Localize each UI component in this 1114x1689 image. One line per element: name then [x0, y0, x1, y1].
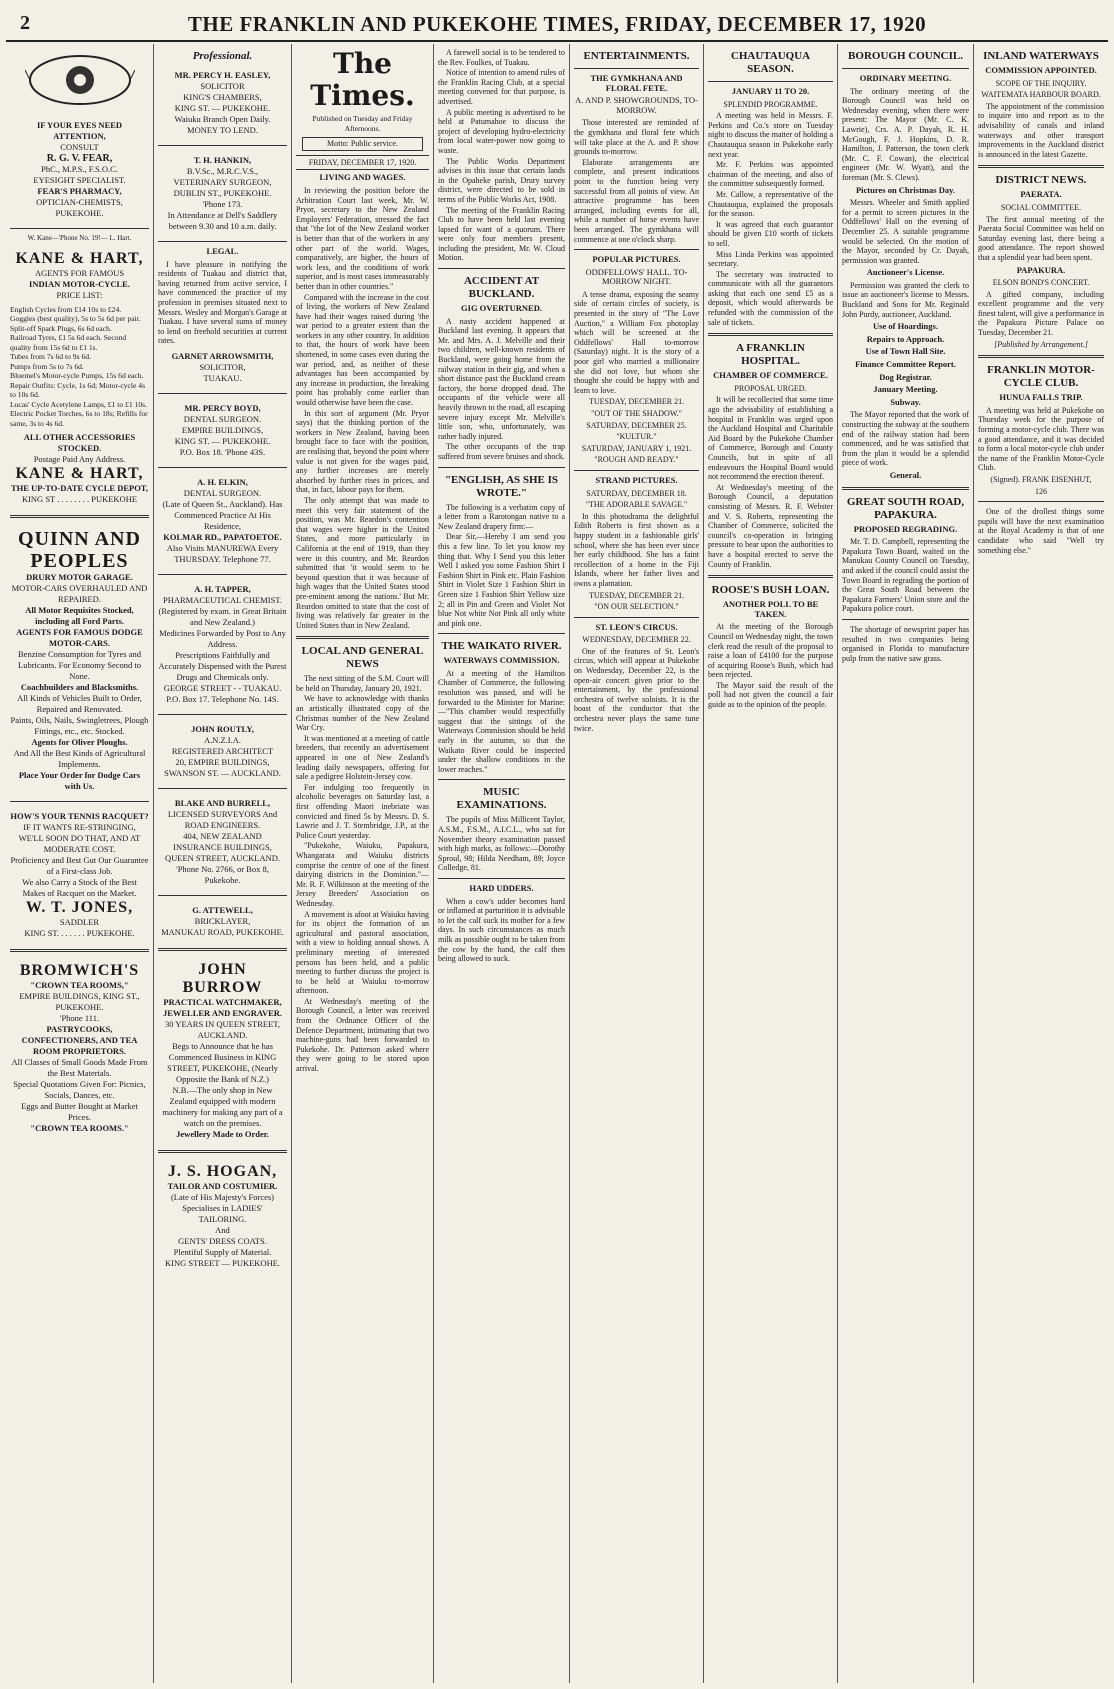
pharmacy-town: PUKEKOHE.: [55, 208, 104, 218]
dog-heading: Dog Registrar.: [879, 371, 932, 382]
borough-subtitle: ORDINARY MEETING.: [859, 73, 952, 83]
loan-subtitle: ANOTHER POLL TO BE TAKEN.: [722, 599, 819, 619]
kane-address: KING ST . . . . . . . . PUKEKOHE: [21, 494, 138, 505]
blake-name: BLAKE AND BURRELL,: [174, 797, 271, 808]
inland-paragraph: The appointment of the commission to inquire into and report as to the advisability of canals and inland waterways and other transport improvements in the Auckland district is announced in the latest Gazette.: [978, 101, 1104, 159]
agents-label: AGENTS FOR FAMOUS: [34, 267, 125, 278]
kolmar-road: KOLMAR RD., PAPATOETOE.: [163, 531, 282, 542]
subway-heading: Subway.: [890, 396, 921, 407]
proficiency-note: Proficiency and Best Gut Our Guarantee of a First-class Job.: [10, 855, 149, 877]
news-item: A public meeting is advertised to be held at Patumahoe to discuss the project of developing hydro-electricity from local water-power now going to waste.: [438, 107, 565, 155]
udders-paragraph: When a cow's udder becomes hard or inflamed at parturition it is advisable to let the calf suck its mother for a few days. In such circumstances as much milk as possible ought to be taken from the cow by the hand, the calf then being allowed to suck.: [438, 896, 565, 964]
picnics-note: Special Quotations Given For: Picnics, Socials, Dances, etc.: [13, 1079, 146, 1101]
newsprint-paragraph: The shortage of newsprint paper has resulted in two companies being organised in Florida to manufacture pulp from the native saw grass.: [842, 624, 969, 663]
hogan-and: And: [215, 1224, 230, 1235]
hogan-gents: GENTS' DRESS COATS.: [178, 1235, 267, 1246]
waikato-paragraph: At a meeting of the Hamilton Chamber of Commerce, the following resolution was passed, and will be forwarded to the Minister for Marine:—"This chamber would respectfully suggest that the sittings of the Waterways Commission should be held early in the autumn, so that the Waikato River could be inspected under the shallow conditions in the lower reaches.": [438, 668, 565, 774]
eyes-caption: IF YOUR EYES NEED ATTENTION,: [36, 120, 123, 141]
easley-name: MR. PERCY H. EASLEY,: [174, 70, 271, 80]
film-out-of-shadow: "OUT OF THE SHADOW.": [591, 409, 682, 418]
crown-tea-rooms: "CROWN TEA ROOMS,": [30, 980, 129, 991]
local-news-item: The next sitting of the S.M. Court will be held on Thursday, January 20, 1921.: [296, 674, 429, 693]
legal-heading: LEGAL.: [206, 246, 239, 256]
accident-title: ACCIDENT AT BUCKLAND.: [463, 275, 540, 301]
papakura-heading: PAPAKURA.: [1016, 264, 1066, 275]
hankin-name: T. H. HANKIN,: [193, 155, 252, 165]
routly-building: 20, EMPIRE BUILDINGS,: [175, 756, 270, 767]
price-item: Split-off Spark Plugs, 6s 6d each.: [10, 323, 112, 333]
manurewa-visits: Also Visits MANUREWA Every THURSDAY. Telephone 77.: [166, 542, 279, 564]
burrow-years: 30 YEARS IN QUEEN STREET, AUCKLAND.: [165, 1018, 280, 1040]
chautauqua-paragraph: It was agreed that each guarantor should be given £10 worth of tickets to sell.: [708, 219, 833, 248]
all-other-accessories: ALL OTHER ACCESSORIES STOCKED.: [23, 432, 136, 454]
hogan-material: Plentiful Supply of Material.: [173, 1246, 272, 1257]
auctioneer-paragraph: Permission was granted the clerk to issue an auctioneer's license to Messrs. Buckland and Sons for Mr. Reginald John Purdy, auctioneer, Auckland.: [842, 280, 969, 319]
tennis-heading: HOW'S YOUR TENNIS RACQUET?: [10, 811, 149, 822]
hogan-specialises: Specialises in LADIES' TAILORING.: [182, 1202, 263, 1224]
money-to-lend: MONEY TO LEND.: [187, 125, 258, 135]
page-number: 2: [20, 12, 30, 34]
motto: Motto: Public service.: [302, 137, 423, 151]
consult-label: CONSULT: [60, 142, 99, 152]
times-logo: The Times.: [310, 47, 415, 112]
cycle-depot: THE UP-TO-DATE CYCLE DEPOT,: [11, 483, 148, 494]
gsr-title: GREAT SOUTH ROAD, PAPAKURA.: [846, 495, 965, 521]
local-news-item: At Wednesday's meeting of the Borough Council, a letter was received from the Ordnance Officer of the Defence Department, intimating that two machine-guns had been forwarded to Pukekohe. Dr. Patterson asked where they were going to be stored upon arrival.: [296, 996, 429, 1074]
club-signature: (Signed). FRANK EISENHUT,: [990, 475, 1092, 484]
chautauqua-dates: JANUARY 11 TO 20.: [731, 86, 810, 96]
film-adorable-savage: "THE ADORABLE SAVAGE.": [585, 500, 688, 510]
dodge-agents: AGENTS FOR FAMOUS DODGE MOTOR-CARS.: [16, 627, 143, 649]
gsr-subtitle: PROPOSED REGRADING.: [853, 523, 958, 534]
elkin-title: DENTAL SURGEON.: [183, 487, 262, 498]
paints-note: Paints, Oils, Nails, Swingletrees, Plough Fittings, etc., etc. Stocked.: [10, 715, 149, 737]
kane-hart-name: KANE & HART,: [15, 249, 144, 267]
waiuku-branch: Waiuku Branch Open Daily.: [174, 114, 271, 124]
attewell-name: G. ATTEWELL,: [192, 904, 253, 915]
tapper-address: GEORGE STREET - - TUAKAU.: [163, 682, 282, 693]
date-saturday-25: SATURDAY, DECEMBER 25.: [586, 420, 687, 430]
editorial-paragraph: In this sort of argument (Mr. Pryor says) that the thinking portion of the workers in New Zealand, having been brought face to face with the position, are realising that, beyond the point where value is not given for the wages paid, any further increases are merely absorbed by further rises in prices, and that, in fact, labour pays for them.: [296, 408, 429, 495]
auctioneer-heading: Auctioneer's License.: [866, 267, 945, 278]
eyesight-specialist: EYESIGHT SPECIALIST.: [33, 175, 126, 185]
tapper-registered: (Registered by exam. in Great Britain and New Zealand.): [158, 605, 287, 627]
waitemata-subtitle: WAITEMATA HARBOUR BOARD.: [981, 90, 1101, 100]
tapper-chemist: PHARMACEUTICAL CHEMIST.: [162, 594, 282, 605]
music-title: MUSIC EXAMINATIONS.: [456, 786, 547, 812]
dodge-order: Place Your Order for Dodge Cars with Us.: [18, 770, 141, 792]
boyd-address: KING ST. — PUKEKOHE.: [174, 435, 271, 446]
price-item: English Cycles from £14 10s to £24.: [10, 304, 122, 314]
column-6-chautauqua: [704, 44, 838, 1683]
news-item: A farewell social is to be tendered to the Rev. Foulkes, of Tuakau.: [438, 48, 565, 67]
overhauled-note: MOTOR-CARS OVERHAULED AND REPAIRED.: [11, 583, 148, 605]
oliver-ploughs: Agents for Oliver Ploughs.: [31, 737, 128, 748]
concert-subheading: ELSON BOND'S CONCERT.: [992, 278, 1090, 288]
pictures-paragraph: A tense drama, exposing the seamy side of certain circles of society, is presented in the story of "The Love Auction," a William Fox photoplay which will be screened at the Oddfellows' Hall to-morrow (Saturday) night. It is the story of a poor girl who married a millionaire she did not love, but whom she thought she could be happy with and learn to love.: [574, 289, 699, 395]
circus-title: ST. LEON'S CIRCUS.: [595, 621, 678, 632]
column-7-borough: [838, 44, 974, 1683]
gsr-paragraph: Mr. T. D. Campbell, representing the Papakura Town Board, waited on the Manukau County Council on Tuesday, and asked if the council could assist the Town Board in regrading the portion of the Great South Road between the Papakura Farmers' Union store and the Papakura police court.: [842, 537, 969, 614]
repairs-heading: Repairs to Approach.: [866, 333, 945, 344]
postage-note: Postage Paid Any Address.: [33, 454, 126, 465]
editorial-paragraph: In reviewing the position before the Arbitration Court last week, Mr. W. Pryor, secretary to the New Zealand Employers' Federation, stressed the fact that "the lot of the New Zealand worker is better than that of the workers in any other part of the world. Wages, comparatively, are higher, the hours of work less, and the conditions of work superior, and is most cases immeasurably better than in other countries.": [296, 185, 429, 291]
chautauqua-programme: SPLENDID PROGRAMME.: [723, 99, 818, 109]
crown-footer: "CROWN TEA ROOMS.": [30, 1123, 129, 1134]
local-news-item: We have to acknowledge with thanks an artistically illustrated copy of the Christmas number of the New Zealand War Cry.: [296, 694, 429, 733]
commission-subtitle: COMMISSION APPOINTED.: [985, 65, 1097, 75]
arrowsmith-title: SOLICITOR,: [199, 361, 246, 372]
elkin-name: A. H. ELKIN,: [197, 476, 248, 487]
news-item: Notice of intention to amend rules of the Franklin Racing Club, at a special meeting convened for that purpose, is advertised.: [438, 68, 565, 106]
chautauqua-title: CHAUTAUQUA SEASON.: [730, 50, 811, 75]
easley-address: KING ST. — PUKEKOHE.: [174, 103, 271, 113]
news-item: The Public Works Department advises in this issue that certain lands in the Opaheke parish, Drury survey district, were directed to be sold in terms of the Public Works Act, 1908.: [438, 156, 565, 204]
burrow-trade: PRACTICAL WATCHMAKER, JEWELLER AND ENGRAVER.: [162, 996, 283, 1018]
vehicles-note: All Kinds of Vehicles Built to Order, Repaired and Renovated.: [17, 693, 142, 715]
boyd-phone: P.O. Box 18. 'Phone 43S.: [179, 446, 266, 457]
chautauqua-paragraph: Mr. Callow, a representative of the Chautauqua, explained the proposals for the season.: [708, 189, 833, 219]
bromwich-address: EMPIRE BUILDINGS, KING ST., PUKEKOHE.: [19, 991, 140, 1013]
routly-anzia: A.N.Z.I.A.: [203, 734, 242, 745]
indian-motorcycle: INDIAN MOTOR-CYCLE.: [29, 278, 130, 289]
published-note: Published on Tuesday and Friday Afternoons.: [312, 114, 413, 133]
quinn-peoples-name: QUINN AND PEOPLES: [18, 528, 141, 573]
routly-architect: REGISTERED ARCHITECT: [171, 745, 274, 756]
editorial-paragraph: The only attempt that was made to meet this very fair statement of the position, was Mr. Reardon's contention that wages were higher in the United States, and more particularly in California at the end of 1919, than they were in this country, and Mr. Reardon submitted that 'it would seem to be beyond question that it was because of high wages that the United States stood pre-eminent among the nations.' But Mr. Reardon omitted to state that the cost of living was relatively far greater in the United States than in New Zealand.: [296, 495, 429, 630]
price-item: Railroad Tyres, £1 5s 6d each. Second quality from 15s 6d to £1 1s.: [10, 333, 127, 352]
district-title: DISTRICT NEWS.: [995, 174, 1087, 187]
local-news-title: LOCAL AND GENERAL NEWS: [301, 645, 424, 671]
eye-illustration-icon: [25, 50, 135, 110]
arrowsmith-name: GARNET ARROWSMITH,: [171, 350, 274, 361]
pictures-subtitle: ODDFELLOWS' HALL. TO-MORROW NIGHT.: [585, 266, 688, 287]
january-heading: January Meeting.: [873, 384, 938, 395]
borough-intro: The ordinary meeting of the Borough Council was held on Wednesday evening, when there were present: The Mayor (Mr. C. K. Lawrie), Crs. A. P. Dayah, R. H. McGough, F. J. Hopkins, D. R. Hamilton, J. Patterson, the town clerk (Mr. C. F. Cowan), the electrical engineer (Mr. W. Wyatt), and the foreman (Mr. S. Clews).: [842, 86, 969, 182]
elkin-late: (Late of Queen St., Auckland). Has Commenced Practice At His Residence,: [162, 498, 283, 531]
film-rough-ready: "ROUGH AND READY.": [594, 455, 679, 465]
chautauqua-paragraph: Mr. F. Perkins was appointed chairman of the meeting, and also of the committee subsequently formed.: [708, 160, 833, 189]
tapper-prescriptions: Prescriptions Faithfully and Accurately Dispensed with the Purest Drugs and Chemicals only.: [158, 649, 287, 682]
english-paragraph: The following is a verbatim copy of a letter from a Rarotongan native to a New Zealand drapery firm:—: [438, 502, 565, 531]
price-item: Repair Outfits: Cycle, 1s 6d; Motor-cycle 4s to 10s 6d.: [10, 380, 146, 400]
hospital-paragraph: It will be recollected that some time ago the advisability of establishing a hospital in Franklin was urged upon the Auckland Hospital and Charitable Aid Board by the Pukekohe Chamber of Commerce, Borough and County Councils, but in spite of all endeavours the Hospital Board would not recommend the erection thereof.: [708, 395, 833, 482]
bromwich-name: BROMWICH'S: [19, 962, 140, 980]
column-1-ads: [6, 44, 154, 1683]
pharmacy-sub: OPTICIAN-CHEMISTS,: [36, 197, 123, 207]
published-arrangement: [Published by Arrangement.]: [994, 339, 1088, 349]
hankin-attendance: In Attendance at Dell's Saddlery between 9.30 and 10 a.m. daily.: [167, 210, 278, 231]
kane-hart-name-2: KANE & HART,: [15, 465, 144, 483]
film-our-selection: "ON OUR SELECTION.": [594, 602, 679, 612]
racquet-stock: We also Carry a Stock of the Best Makes of Racquet on the Market.: [22, 877, 137, 899]
accident-paragraph: A nasty accident happened at Buckland last evening. It appears that Mr. and Mrs. A. J. Melville and their two children, well-known residents of Buckland, were going home from the railway station in their gig, and when a short distance past the Buckland cream factory, the horse dropped dead. The occupants of the vehicle were all heavily thrown to the road, all escaping severe injury except Mr. Melville's little son, who, unfortunately, was rather badly injured.: [438, 316, 565, 441]
town-hall-heading: Use of Town Hall Site.: [865, 346, 946, 357]
strand-date: SATURDAY, DECEMBER 18.: [586, 488, 687, 498]
routly-address: SWANSON ST. — AUCKLAND.: [164, 767, 281, 778]
paerata-paragraph: The first annual meeting of the Paerata Social Committee was held on Saturday evening last, there being a good attendance. The report showed that a splendid year had been spent.: [978, 214, 1104, 262]
hospital-subtitle: CHAMBER OF COMMERCE.: [713, 370, 828, 381]
drury-garage: DRURY MOTOR GARAGE.: [26, 572, 133, 583]
strand-title: STRAND PICTURES.: [595, 474, 678, 485]
burrow-name: JOHN BURROW: [182, 960, 263, 996]
tapper-medicines: Medicines Forwarded by Post to Any Address.: [159, 627, 286, 649]
price-item: Bluemel's Motor-cycle Pumps, 15s 6d each.: [10, 371, 144, 381]
price-item: Pumps from 5s to 7s 6d.: [10, 361, 84, 371]
requisites-note: All Motor Requisites Stocked, including all Ford Parts.: [25, 605, 134, 627]
pastrycooks: PASTRYCOOKS, CONFECTIONERS, AND TEA ROOM PROPRIETORS.: [21, 1024, 138, 1057]
hunua-subtitle: HUNUA FALLS TRIP.: [999, 392, 1083, 403]
easley-chambers: KING'S CHAMBERS,: [183, 92, 262, 102]
masthead-title: THE FRANKLIN AND PUKEKOHE TIMES, FRIDAY, DECEMBER 17, 1920: [187, 11, 927, 36]
film-kultur: "KULTUR.": [616, 432, 657, 442]
attewell-trade: BRICKLAYER,: [194, 915, 251, 926]
hogan-trade: TAILOR AND COSTUMIER.: [167, 1180, 278, 1191]
jones-address: KING ST. . . . . . . PUKEKOHE.: [24, 928, 135, 939]
optician-name: R. G. V. FEAR,: [46, 153, 113, 164]
price-list: [10, 305, 149, 429]
price-item: Electric Pocket Torches, 6s to 18s; Refills for same, 3s to 4s 6d.: [10, 409, 148, 428]
jones-name: W. T. JONES,: [25, 899, 134, 917]
routly-name: JOHN ROUTLY,: [191, 723, 254, 734]
papakura-paragraph: A gifted company, including excellent programme and the very finest talent, will give a performance in the Papakura Picture Palace on Tuesday, December 21.: [978, 289, 1104, 338]
loan-title: ROOSE'S BUSH LOAN.: [711, 584, 830, 597]
pictures-heading: Pictures on Christmas Day.: [855, 184, 955, 195]
saddler-label: SADDLER: [59, 917, 100, 928]
implements-note: And All the Best Kinds of Agricultural Implements.: [13, 748, 146, 770]
attewell-address: MANUKAU ROAD, PUKEKOHE.: [161, 926, 284, 937]
hospital-paragraph: At Wednesday's meeting of the Borough Council, a deputation consisting of Messrs. R. F. Webster and V. S. Roberts, representing the Chamber of Commerce, solicited the council's co-operation in bringing pressure to bear upon the authorities to have a hospital erected to serve the County of Franklin.: [708, 482, 833, 569]
hankin-address: DUBLIN ST., PUKEKOHE.: [173, 188, 272, 198]
pictures-paragraph: Messrs. Wheeler and Smith applied for a permit to screen pictures in the Oddfellows' Hall on the evening of December 25. A suitable programme would be selected. On the motion of the Mayor, seconded by Cr. Dayah, permission was granted.: [842, 198, 969, 265]
finance-heading: Finance Committee Report.: [855, 359, 956, 370]
circus-paragraph: One of the features of St. Leon's circus, which will appear at Pukekohe on Wednesday, December 22, is the open-air concert given prior to the entertainment, by the professional orchestra of twelve soloists. It is the boast of the conductor that the orchestra never plays the same tune twice.: [574, 646, 699, 733]
kane-phone-line: W. Kane—'Phone No. 19!— L. Hart.: [27, 234, 132, 242]
hospital-subtitle-2: PROPOSAL URGED.: [734, 383, 807, 393]
circus-date: WEDNESDAY, DECEMBER 22.: [582, 635, 691, 645]
hogan-late: (Late of His Majesty's Forces): [170, 1191, 275, 1202]
chautauqua-paragraph: Miss Linda Perkins was appointed secretary.: [708, 249, 833, 269]
restring-note: IF IT WANTS RE-STRINGING, WE'LL SOON DO THAT, AND AT MODERATE COST.: [18, 822, 141, 855]
pictures-title: POPULAR PICTURES.: [592, 254, 681, 265]
english-paragraph: Dear Sir,—Hereby I am send you this a few line. To let you know my thing that. Why I Send you this letter Well I asked you some Fashion Shirt I Fashion Shirt in Pink etc. Plain Fashion Shirt in Violet Size 1 Fashion Shirt in Green size 1 Fashion Shirt Yellow size 2; all in Pin and Green and Violet Not blue Not white Not Pink all only white and pink one.: [438, 532, 565, 628]
jewellery-note: Jewellery Made to Order.: [176, 1128, 269, 1139]
chautauqua-paragraph: A meeting was held in Messrs. F. Perkins and Co.'s store on Tuesday night to discuss the matter of holding a Chautauqua season in Pukekohe early next year.: [708, 111, 833, 159]
legal-notice: I have pleasure in notifying the residents of Tuakau and district that, having returned from active service, I have commenced the practice of my profession in premises situated next to Messrs. Wesley and Morgan's Garage at Tuakau. I have several sums of money to lend on freehold securities at current rates.: [158, 259, 287, 346]
gymkhana-title: THE GYMKHANA AND FLORAL FETE.: [590, 73, 683, 93]
hankin-qualifications: B.V.Sc., M.R.C.V.S.,: [186, 166, 259, 176]
professional-heading: Professional.: [192, 50, 253, 62]
paerata-heading: PAERATA.: [1020, 189, 1062, 200]
blake-street: QUEEN STREET, AUCKLAND.: [164, 852, 281, 863]
date-saturday-1: SATURDAY, JANUARY 1, 1921.: [581, 443, 692, 453]
date-tuesday: TUESDAY, DECEMBER 21.: [588, 397, 685, 407]
tapper-name: A. H. TAPPER,: [194, 583, 251, 594]
club-signature-number: 126: [1035, 486, 1047, 496]
strand-paragraph: In this photodrama the delightful Edith Roberts is first shown as a happy student in a fashionable girls' school, where she has been ever since her early childhood. She has a faint recollection of a home in the Fiji Islands, where her father lives and owns a plantation.: [574, 511, 699, 588]
accident-subtitle: GIG OVERTURNED.: [461, 303, 542, 314]
price-item: Lucas' Cycle Acetylene Lamps, £1 to £1 10s.: [10, 399, 147, 409]
hospital-title: A FRANKLIN HOSPITAL.: [736, 342, 805, 368]
strand-date-2: TUESDAY, DECEMBER 21.: [588, 590, 685, 600]
local-news-item: For indulging too frequently in alcoholic beverages on Saturday last, a first offending Maori inebriate was convicted and fined 5s by Messrs. D. S. Lawrie and J. T. Stembridge, J.P., at the Police Court yesterday.: [296, 782, 429, 840]
column-4-news: [434, 44, 570, 1683]
club-paragraph: A meeting was held at Pukekohe on Thursday week for the purpose of forming a motor-cycle club. There was a good attendance, and it was decided to form a local motor-cycle club under the name of the Franklin Motor-Cycle Club.: [978, 405, 1104, 473]
borough-title: BOROUGH COUNCIL.: [848, 50, 963, 62]
closing-paragraph: One of the drollest things some pupils will have the next examination at the Royal Academy is that of one candidate who said "Well try something else.": [978, 507, 1104, 555]
blake-building: 404, NEW ZEALAND INSURANCE BUILDINGS,: [173, 830, 272, 852]
optician-qualifications: PhC., M.P.S., F.S.O.C.: [41, 164, 118, 174]
hogan-name: J. S. HOGAN,: [167, 1162, 278, 1180]
bromwich-phone: 'Phone 111.: [59, 1013, 100, 1024]
blake-phone: 'Phone No. 2766, or Box 8, Pukekohe.: [176, 863, 269, 885]
vet-surgeon: VETERINARY SURGEON,: [173, 177, 272, 187]
scope-subtitle: SCOPE OF THE INQUIRY.: [995, 78, 1087, 88]
blake-surveyors: LICENSED SURVEYORS And ROAD ENGINEERS.: [167, 808, 278, 830]
coachbuilders: Coachbuilders and Blacksmiths.: [20, 682, 139, 693]
price-item: Tubes from 7s 6d to 9s 6d.: [10, 352, 91, 362]
masthead: [6, 8, 1108, 42]
small-goods: All Classes of Small Goods Made From the Best Materials.: [11, 1057, 148, 1079]
gymkhana-paragraph: Elaborate arrangements are complete, and present indications point to the function being very successful from all points of view. An attractive programme has been arranged, including events for all, while a number of horse events have been arranged. The gymkhana will commence at one o'clock sharp.: [574, 157, 699, 244]
local-news-item: A movement is afoot at Waiuku having for its object the formation of an agricultural and pastoral association, with a view to holding annual shows. A preliminary meeting of interested persons has been held, and a public meeting to further discuss the project is to be held at Waiuku to-morrow afternoon.: [296, 909, 429, 996]
column-5-entertainments: [570, 44, 704, 1683]
burrow-nb: N.B.—The only shop in New Zealand equipped with modern machinery for making any part of a watch on the premises.: [162, 1084, 283, 1128]
udders-title: HARD UDDERS.: [469, 882, 534, 893]
accident-paragraph: The other occupants of the trap suffered from severe bruises and shock.: [438, 442, 565, 461]
local-news-item: It was mentioned at a meeting of cattle breeders, that recently an advertisement appeared in one of New Zealand's leading daily newspapers, offering for sale a pedigree Holstein-Jersey cow.: [296, 733, 429, 782]
english-title: "ENGLISH, AS SHE IS WROTE.": [444, 473, 559, 499]
column-2-professional: [154, 44, 292, 1683]
music-paragraph: The pupils of Miss Millicent Taylor, A.S.M., F.S.M., A.I.C.L., who sat for November theory examination passed with high marks, as follows:—Dorothy Sproul, 98; Hilda Needham, 89; Joyce Colledge, 81.: [438, 815, 565, 873]
hogan-address: KING STREET — PUKEKOHE.: [164, 1257, 281, 1268]
column-8-district: [974, 44, 1108, 1683]
price-item: Goggles (best quality), 5s to 5s 6d per pair.: [10, 314, 141, 324]
inland-title: INLAND WATERWAYS: [983, 50, 1099, 62]
hankin-phone: 'Phone 173.: [202, 199, 243, 209]
general-heading: General.: [889, 469, 922, 480]
boyd-building: EMPIRE BUILDINGS,: [181, 424, 264, 435]
waikato-title: THE WAIKATO RIVER.: [441, 640, 562, 653]
boyd-dental: DENTAL SURGEON.: [183, 413, 262, 424]
loan-paragraph: The Mayor said the result of the poll had not given the council a fair guide as to the opinion of the people.: [708, 680, 833, 710]
gymkhana-subtitle: A. AND P. SHOWGROUNDS, TO-MORROW.: [575, 95, 698, 115]
dateline: FRIDAY, DECEMBER 17, 1920.: [296, 155, 429, 171]
chautauqua-paragraph: The secretary was instructed to communicate with all the guarantors asking that each one send £5 as a deposit, which would afterwards be refunded with the commission of the sale of tickets.: [708, 269, 833, 327]
burrow-notice: Begs to Announce that he has Commenced Business in KING STREET, PUKEKOHE, (Nearly Opposite the Bank of N.Z.): [167, 1040, 278, 1084]
easley-solicitor: SOLICITOR: [200, 81, 245, 91]
gymkhana-paragraph: Those interested are reminded of the gymkhana and floral fete which will take place at the A. and P. show grounds to-morrow.: [574, 118, 699, 157]
tapper-phone: P.O. Box 17. Telephone No. 14S.: [166, 693, 279, 704]
price-list-label: PRICE LIST:: [56, 289, 103, 300]
local-news-item: "Pukekohe, Waiuku, Papakura, Whangarata and Waiuku districts comprise the centre of one of the finest dairying districts in the Dominion."—Mr. R. F. Wilkinson at the meeting of the Jersey Breeders' Association on Wednesday.: [296, 841, 429, 908]
arrowsmith-address: TUAKAU.: [203, 372, 242, 383]
waikato-subtitle: WATERWAYS COMMISSION.: [443, 655, 560, 666]
news-item: The meeting of the Franklin Racing Club to have been held last evening lapsed for want of a quorum. There were only four members present, including the president, Mr. W. Cloud Motion.: [438, 205, 565, 263]
social-subheading: SOCIAL COMMITTEE.: [1000, 202, 1082, 212]
subway-paragraph: The Mayor reported that the work of constructing the subway at the southern end of the railway station had been commenced, and he was satisfied that from the plan it would be a splendid piece of work.: [842, 410, 969, 468]
hoardings-heading: Use of Hoardings.: [873, 321, 938, 332]
pharmacy-name: FEAR'S PHARMACY,: [37, 186, 122, 196]
benzine-note: Benzine Consumption for Tyres and Lubricants. For Economy Second to None.: [18, 649, 141, 682]
column-3-editorial: [292, 44, 434, 1683]
eggs-note: Eggs and Butter Bought at Market Prices.: [21, 1101, 138, 1123]
editorial-paragraph: Compared with the increase in the cost of living, the workers of New Zealand have had their wages raised during 'the war period to a greater extent than the workers in any other country. In addition to that, the hours of work have been shortened, in some cases even during the war period, and, as neither of these advantages has been accompanied by any increase in production, the breaking point has probably come earlier than would otherwise have been the case.: [296, 292, 429, 408]
loan-paragraph: At the meeting of the Borough Council on Wednesday night, the town clerk read the result of the proposal to raise a loan of £4100 for the purpose of acquiring Roose's Bush, which had been rejected.: [708, 622, 833, 680]
editorial-title: LIVING AND WAGES.: [319, 172, 406, 183]
boyd-name: MR. PERCY BOYD,: [184, 402, 261, 413]
entertainments-title: ENTERTAINMENTS.: [583, 50, 690, 62]
club-title: FRANKLIN MOTOR-CYCLE CLUB.: [987, 364, 1095, 390]
